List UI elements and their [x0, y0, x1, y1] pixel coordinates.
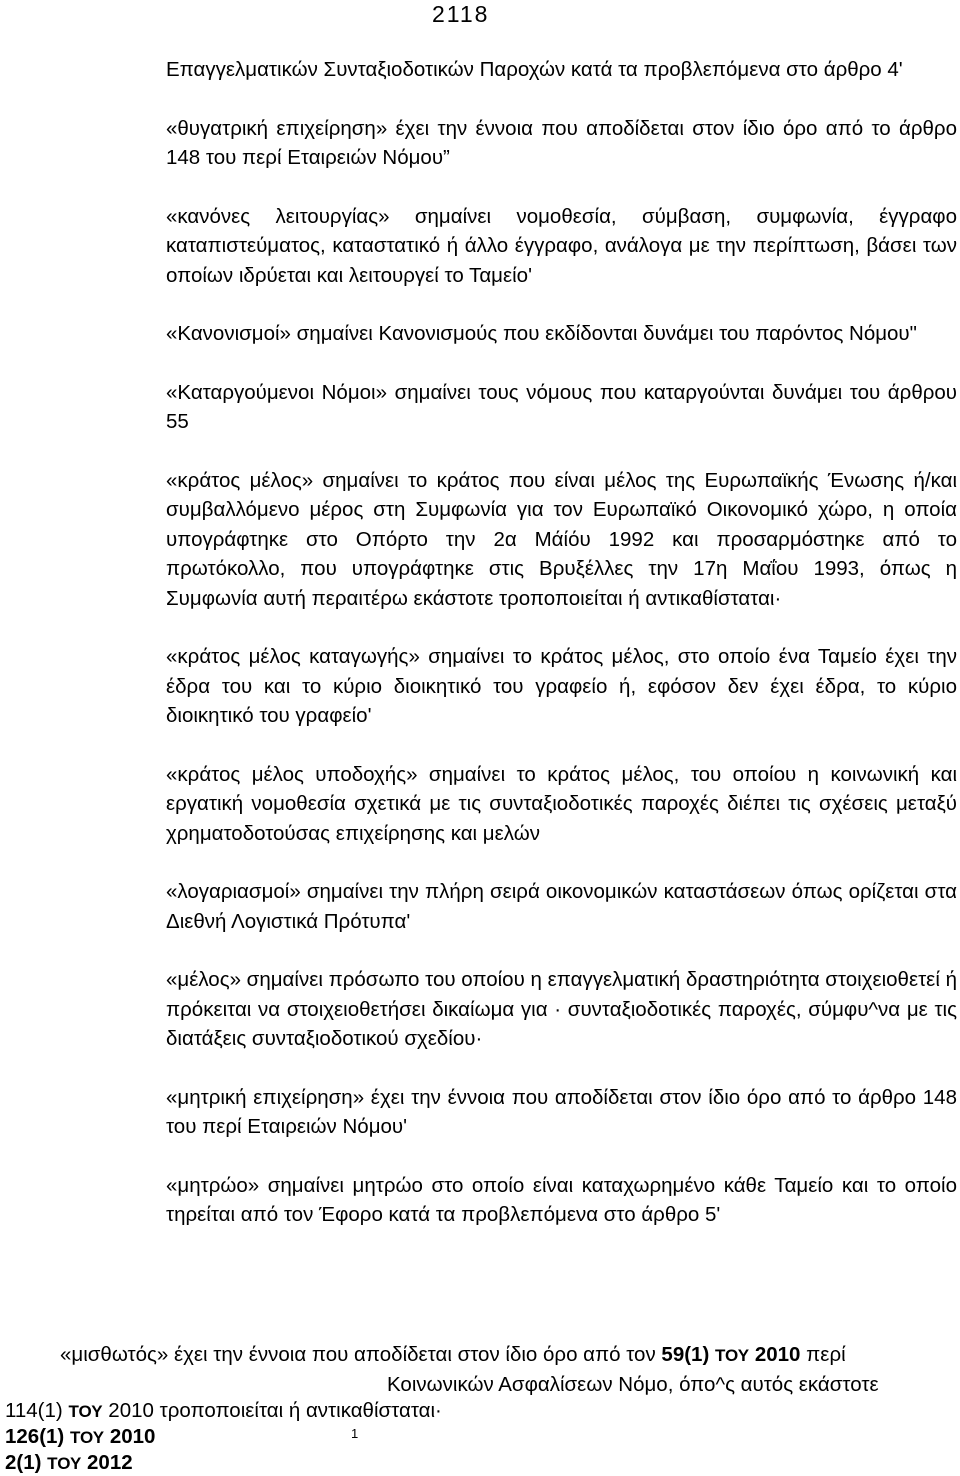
definition-paragraph: «θυγατρική επιχείρηση» έχει την έννοια που αποδίδεται στον ίδιο όρο από το άρθρο 148 του περί Εταιρειών Νόμου”	[166, 116, 957, 169]
definition-paragraph: «Καταργούμενοι Νόμοι» σημαίνει τους νόμους που καταργούνται δυνάμει του άρθρου 55	[166, 380, 957, 433]
final-definition-line	[60, 1340, 957, 1370]
definition-paragraph: «μητρώο» σημαίνει μητρώο στο οποίο είναι καταχωρημένο κάθε Ταμείο και το οποίο τηρείται από τον Έφορο κατά τα προβλεπόμενα στο άρθρο 5'	[166, 1173, 957, 1226]
margin-law-references	[5, 1398, 442, 1476]
footnote-marker: 1	[351, 1426, 359, 1441]
law-reference	[661, 1343, 800, 1366]
final-text-end: περί	[800, 1343, 846, 1366]
definition-paragraph: «κράτος μέλος καταγωγής» σημαίνει το κράτος μέλος, στο οποίο ένα Ταμείο έχει την έδρα του και το κύριο διοικητικό του γραφείο ή, εφόσον δεν έχει έδρα, το κύριο διοικητικό του γραφείο'	[166, 645, 957, 727]
definition-paragraph: «μέλος» σημαίνει πρόσωπο του οποίου η επαγγελματική δραστηριότητα στοιχειοθετεί ή πρόκειται να στοιχειοθετήσει δικαίωμα για · συνταξιοδοτικές παροχές, σύμφυ^να με τις διατάξεις συνταξιοδοτικού σχεδίου·	[166, 968, 957, 1050]
definition-paragraph: «κράτος μέλος» σημαίνει το κράτος που είναι μέλος της Ευρωπαϊκής Ένωσης ή/και συμβαλλόμενο μέρος στη Συμφωνία για τον Ευρωπαϊκό Οικονομικό χώρο, η οποία υπογράφτηκε στο Οπόρτο την 2α Μάίόυ 1992 και προσαρμόστηκε από το πρωτόκολλο, που υπογράφτηκε στις Βρυξέλλες την 17η Μαΐου 1993, όπως η Συμφωνία αυτή περαιτέρω εκάστοτε τροποποιείται ή αντικαθίσταται·	[166, 468, 957, 610]
definition-paragraph: «Κανονισμοί» σημαίνει Κανονισμούς που εκδίδονται δυνάμει του παρόντος Νόμου"	[166, 322, 917, 345]
margin-ref-line: 114(1) ΤΟΥ 2010 τροποποιείται ή αντικαθίσταται·	[5, 1399, 442, 1422]
definition-paragraph: «κανόνες λειτουργίας» σημαίνει νομοθεσία, σύμβαση, συμφωνία, έγγραφο καταπιστεύματος, καταστατικό ή άλλο έγγραφο, ανάλογα με την περίπτωση, βάσει των οποίων ιδρύεται και λειτουργεί το Ταμείο'	[166, 204, 957, 287]
law-number: 59(1)	[661, 1343, 715, 1366]
final-text-start: «μισθωτός» έχει την έννοια που αποδίδεται στον ίδιο όρο από τον	[60, 1343, 662, 1366]
definition-paragraph: «λογαριασμοί» σημαίνει την πλήρη σειρά οικονομικών καταστάσεων όπως ορίζεται στα Διεθνή Λογιστικά Πρότυπα'	[166, 880, 957, 933]
definition-paragraph: «μητρική επιχείρηση» έχει την έννοια που αποδίδεται στον ίδιο όρο από το άρθρο 148 του περί Εταιρειών Νόμου'	[166, 1085, 957, 1138]
final-definition-line-2: Κοινωνικών Ασφαλίσεων Νόμο, όπο^ς αυτός εκάστοτε	[387, 1373, 879, 1396]
law-year: 2010	[749, 1343, 801, 1366]
margin-ref-line: 126(1) ΤΟΥ 2010	[5, 1425, 156, 1448]
definitions-body	[166, 55, 957, 1259]
definition-paragraph: «κράτος μέλος υποδοχής» σημαίνει το κράτος μέλος, του οποίου η κοινωνική και εργατική νομοθεσία σχετικά με τις συνταξιοδοτικές παροχές διέπει τις σχέσεις μεταξύ χρηματοδοτούσας επιχείρησης και μελών	[166, 762, 957, 845]
margin-ref-line: 2(1) ΤΟΥ 2012	[5, 1451, 133, 1474]
page-number: 2118	[432, 1, 490, 27]
law-tou: ΤΟΥ	[714, 1346, 750, 1365]
definition-paragraph: Επαγγελματικών Συνταξιοδοτικών Παροχών κατά τα προβλεπόμενα στο άρθρο 4'	[166, 58, 903, 81]
